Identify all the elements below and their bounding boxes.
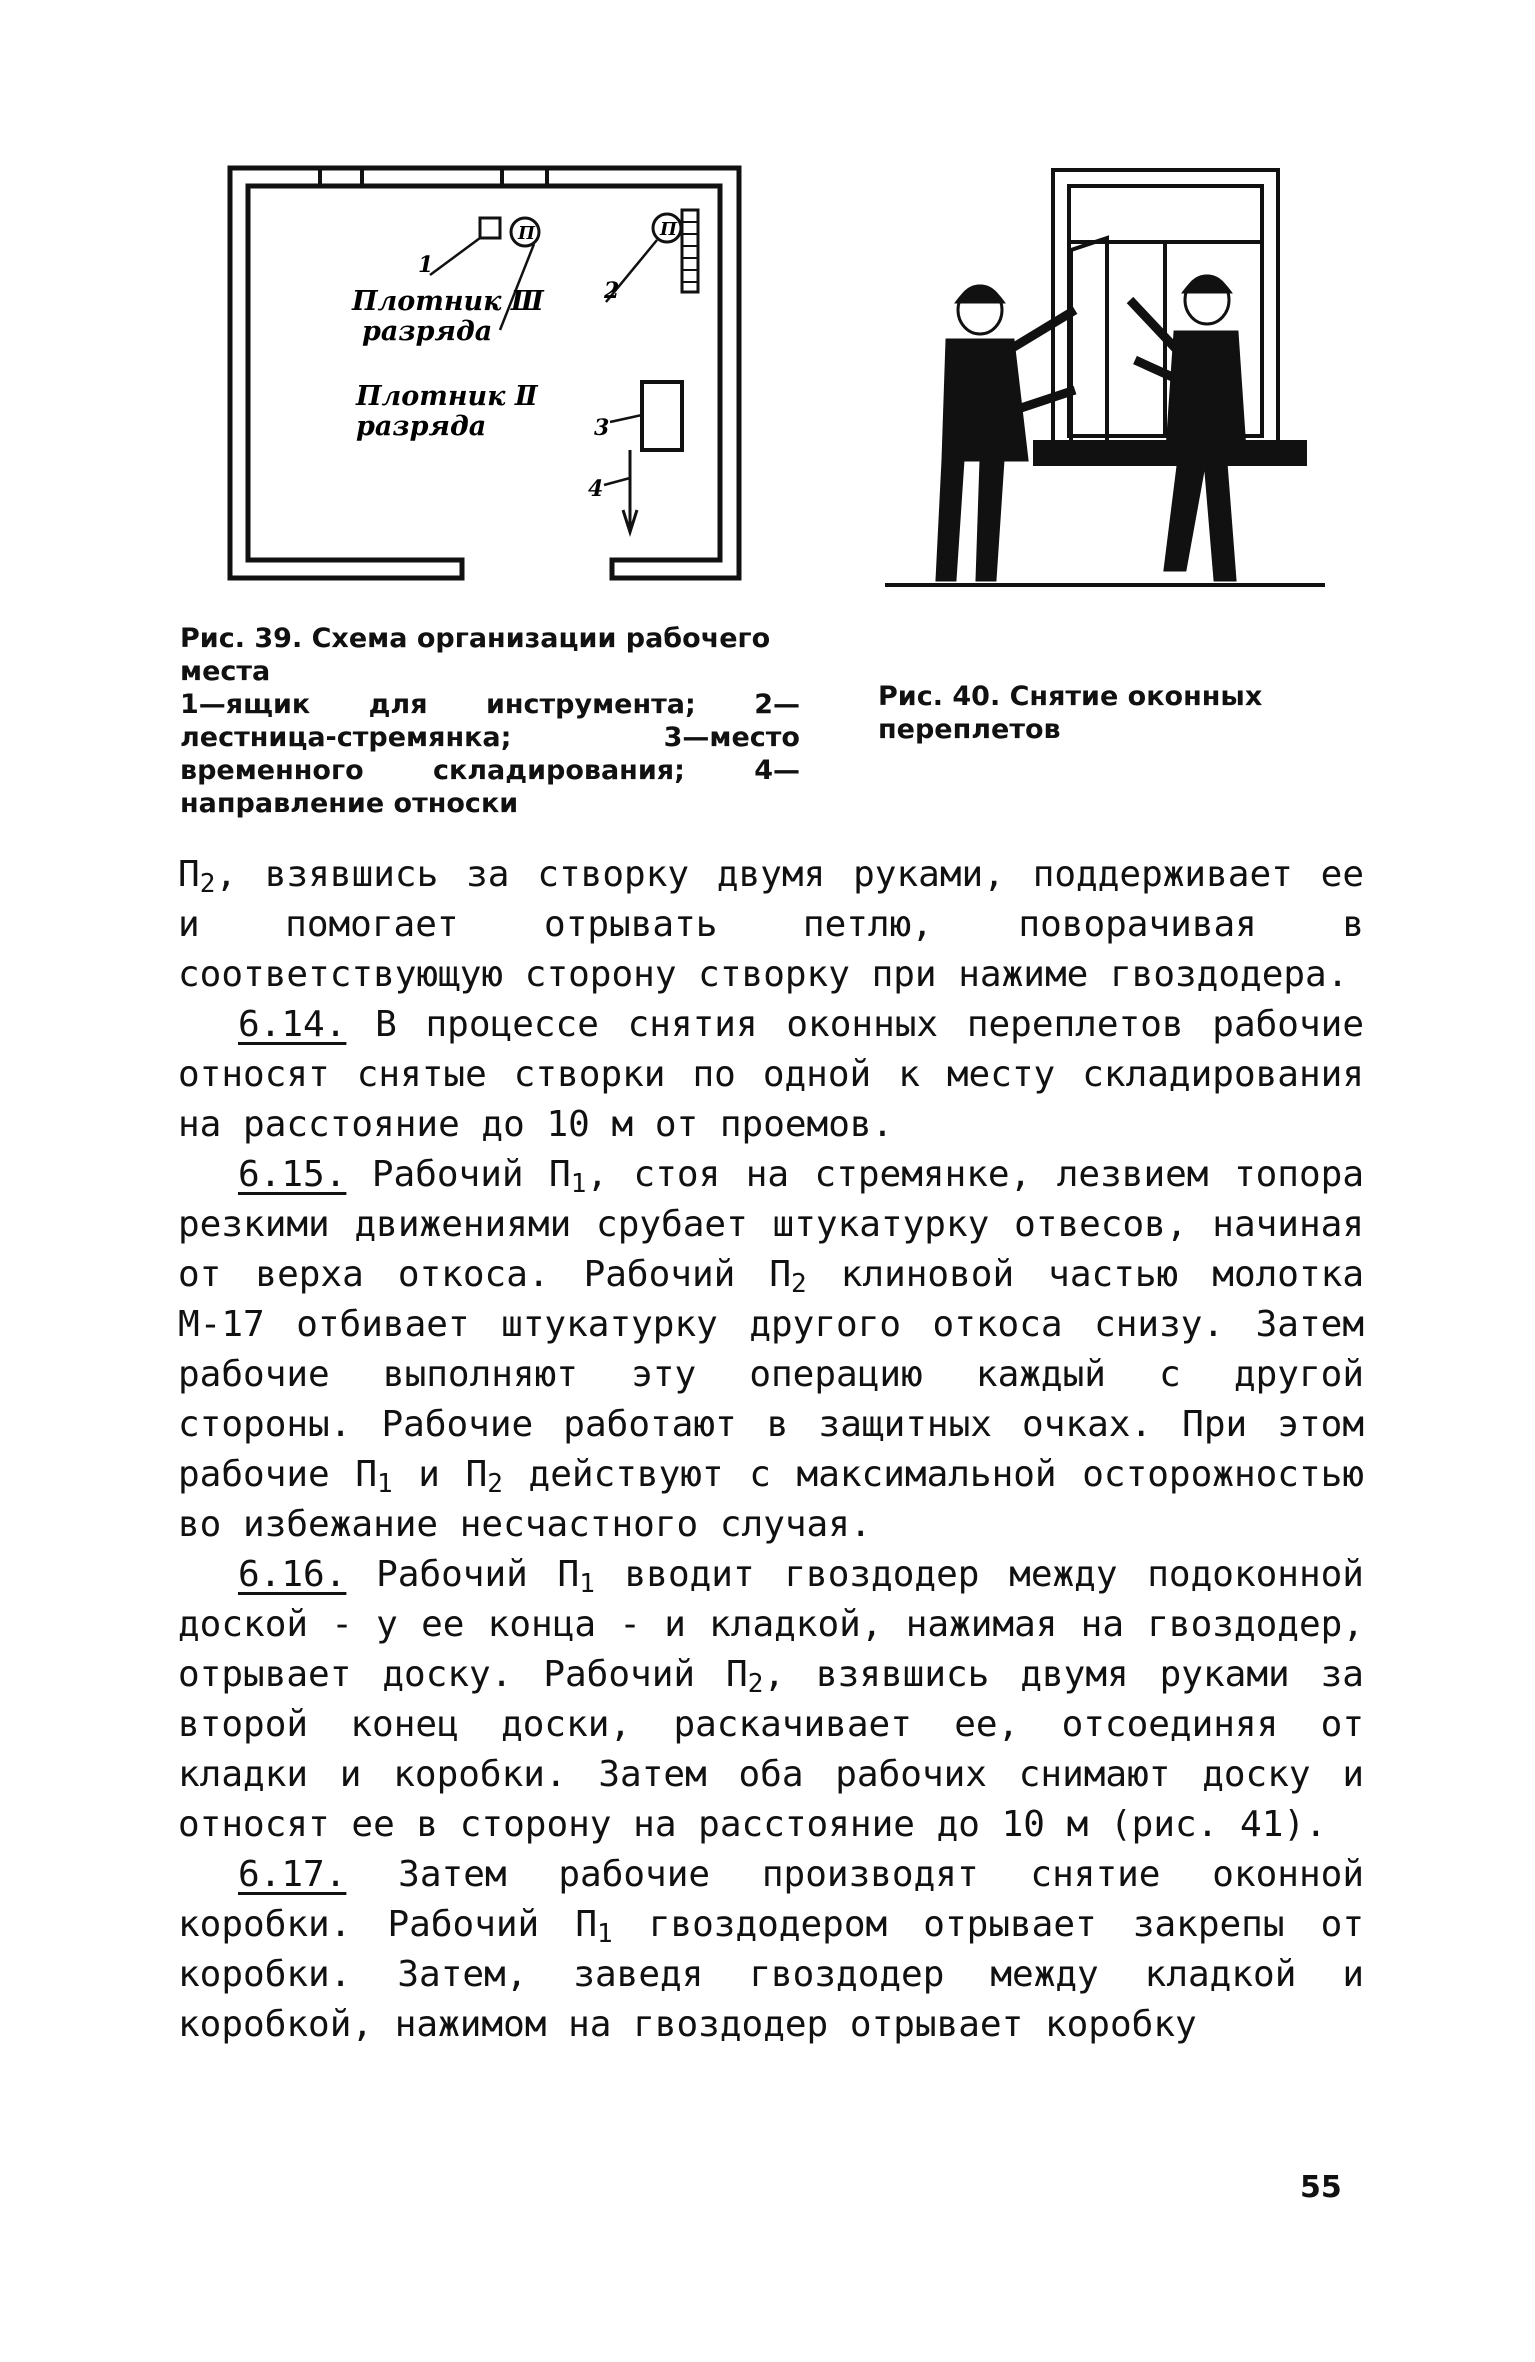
section-number: 6.16. xyxy=(238,1554,347,1595)
toolbox-symbol xyxy=(480,218,500,238)
paragraph-6-16: 6.16. Рабочий $П_1$ вводит гвоздодер между подоконной доской - у ее конца - и кладкой, нажимая на гвоздодер, отрывает доску. Рабочий $П_2$, взявшись двумя руками за второй конец доски, раскачивает ее, отсоединяя от кладки и коробки. Затем оба рабочих снимают доску и относят ее в сторону на расстояние до 10 м (рис. 41). xyxy=(178,1554,1364,1845)
figure-39-workplace-scheme xyxy=(222,160,747,595)
worker-circle-1-label: П xyxy=(518,223,536,244)
label-4: 4 xyxy=(588,476,604,502)
worker3-label-line2: разряда xyxy=(362,316,493,347)
body-text xyxy=(178,850,1364,2050)
figure-39-caption-body: 1—ящик для инструмента; 2—лестница-стремянка; 3—место временного складирования; 4—направление относки xyxy=(180,689,800,819)
paragraph-6-14: 6.14. В процессе снятия оконных переплетов рабочие относят снятые створки по одной к месту складирования на расстояние до 10 м от проемов. xyxy=(178,1004,1364,1145)
section-number: 6.15. xyxy=(238,1154,347,1195)
page-number: 55 xyxy=(1300,2170,1342,2205)
worker-circle-2-label: П xyxy=(660,219,678,240)
worker2-label-line2: разряда xyxy=(356,411,487,442)
section-number: 6.17. xyxy=(238,1854,347,1895)
label-1: 1 xyxy=(418,252,434,278)
figure-40-window-removal-illustration xyxy=(885,160,1325,610)
figure-40-caption: Рис. 40. Снятие оконных переплетов xyxy=(878,681,1263,745)
figure-39-caption xyxy=(180,622,800,820)
label-2: 2 xyxy=(604,278,620,304)
paragraph-continuation: $П_2$, взявшись за створку двумя руками, поддерживает ее и помогает отрывать петлю, поворачивая в соответствующую сторону створку при нажиме гвоздодера. xyxy=(178,854,1364,995)
label-3: 3 xyxy=(594,415,610,441)
paragraph-6-15: 6.15. Рабочий $П_1$, стоя на стремянке, лезвием топора резкими движениями срубает штукатурку отвесов, начиная от верха откоса. Рабочий $П_2$ клиновой частью молотка М-17 отбивает штукатурку другого откоса снизу. Затем рабочие выполняют эту операцию каждый с другой стороны. Рабочие работают в защитных очках. При этом рабочие $П_1$ и $П_2$ действуют с максимальной осторожностью во избежание несчастного случая. xyxy=(178,1154,1364,1545)
storage-area-symbol xyxy=(642,382,682,450)
paragraph-6-17: 6.17. Затем рабочие производят снятие оконной коробки. Рабочий $П_1$ гвоздодером отрывает закрепы от коробки. Затем, заведя гвоздодер между кладкой и коробкой, нажимом на гвоздодер отрывает коробку xyxy=(178,1854,1364,2045)
worker2-label-line1: Плотник Ⅱ xyxy=(356,381,538,412)
figure-39-caption-title: Рис. 39. Схема организации рабочего места xyxy=(180,623,771,687)
worker3-label-line1: Плотник Ⅲ xyxy=(352,286,544,317)
section-number: 6.14. xyxy=(238,1004,347,1045)
